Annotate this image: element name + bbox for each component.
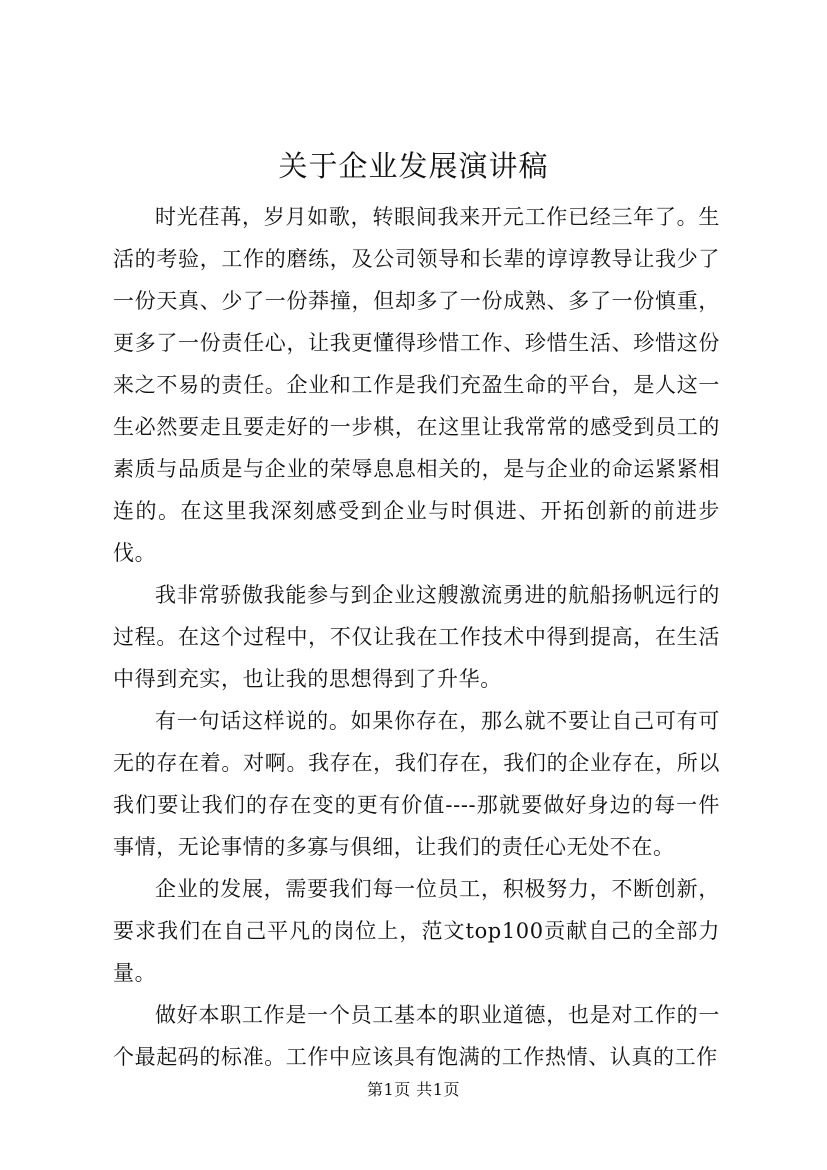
page-footer: 第1页 共1页	[367, 1080, 460, 1099]
paragraph: 有一句话这样说的。如果你存在，那么就不要让自己可有可无的存在着。对啊。我存在，我们存在，我们的企业存在，所以我们要让我们的存在变的更有价值----那就要做好身边的每一件事情，无论事情的多寡与俱细，让我们的责任心无处不在。	[113, 709, 720, 859]
paragraph: 时光荏苒，岁月如歌，转眼间我来开元工作已经三年了。生活的考验，工作的磨练，及公司领导和长辈的谆谆教导让我少了一份天真、少了一份莽撞，但却多了一份成熟、多了一份慎重，更多了一份责任心，让我更懂得珍惜工作、珍惜生活、珍惜这份来之不易的责任。企业和工作是我们充盈生命的平台，是人这一生必然要走且要走好的一步棋，在这里让我常常的感受到员工的素质与品质是与企业的荣辱息息相关的，是与企业的命运紧紧相连的。在这里我深刻感受到企业与时俱进、开拓创新的前进步伐。	[113, 205, 720, 565]
document-title: 关于企业发展演讲稿	[278, 149, 549, 183]
paragraph: 企业的发展，需要我们每一位员工，积极努力，不断创新，要求我们在自己平凡的岗位上，范文top100贡献自己的全部力量。	[113, 877, 720, 985]
paragraph: 做好本职工作是一个员工基本的职业道德，也是对工作的一个最起码的标准。工作中应该具有饱满的工作热情、认真的工作	[113, 1003, 720, 1069]
paragraph: 我非常骄傲我能参与到企业这艘激流勇进的航船扬帆远行的过程。在这个过程中，不仅让我在工作技术中得到提高，在生活中得到充实，也让我的思想得到了升华。	[113, 583, 720, 691]
document-body	[113, 196, 720, 1078]
